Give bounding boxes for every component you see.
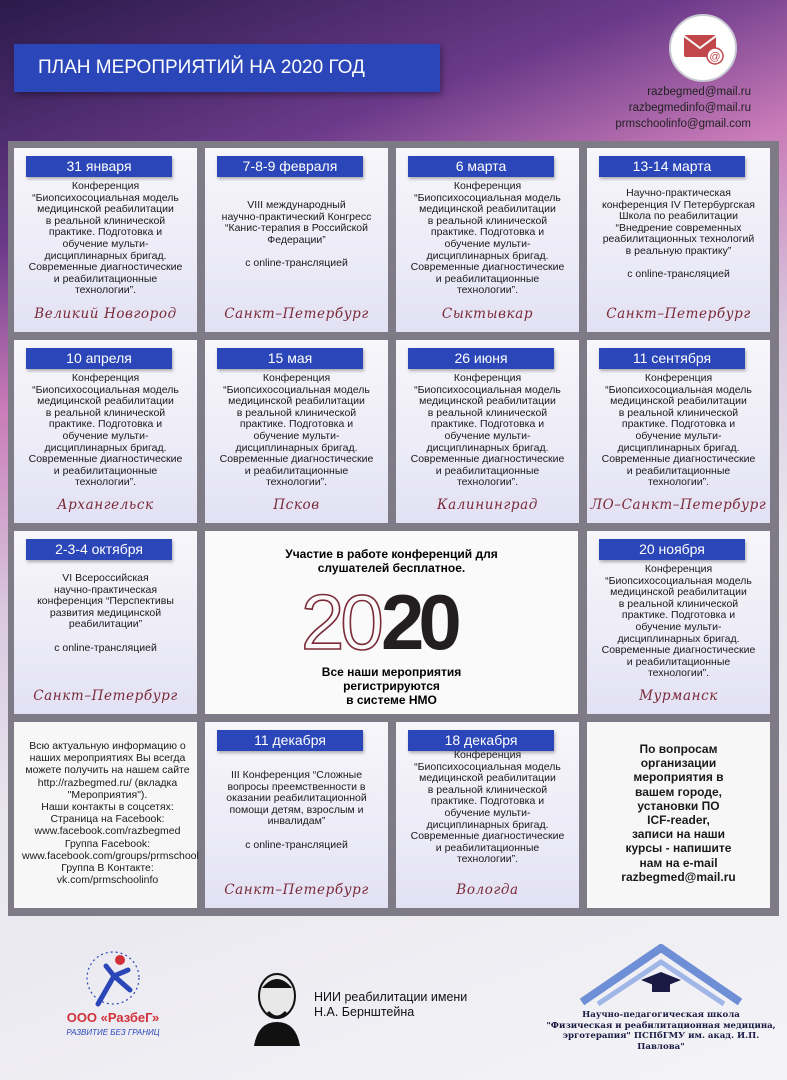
- page-title-text: ПЛАН МЕРОПРИЯТИЙ НА 2020 ГОД: [38, 57, 365, 78]
- svg-text:@: @: [709, 51, 721, 63]
- email-link[interactable]: razbegmed@mail.ru: [647, 86, 751, 98]
- event-city: Санкт–Петербург: [224, 306, 369, 322]
- event-card: [205, 722, 388, 908]
- nii-logo: [248, 966, 508, 1046]
- org-name: НИИ реабилитации имени Н.А. Бернштейна: [314, 990, 468, 1019]
- event-city: Вологда: [456, 882, 519, 898]
- event-date: 31 января: [26, 156, 172, 177]
- event-city: Санкт–Петербург: [606, 306, 751, 322]
- event-card: [587, 148, 770, 332]
- contact-card: [587, 722, 770, 908]
- event-description: Конференция “Биопсихосоциальная модель медицинской реабилитации в реальной клинической практике. Подготовка и обучение мульти- дисциплинарных бригад. Современные диагностические и реабилитационные технологии”.: [28, 180, 183, 297]
- event-date: 6 марта: [408, 156, 554, 177]
- event-city: Санкт–Петербург: [224, 882, 369, 898]
- event-description: Научно-практическая конференция IV Петербургская Школа по реабилитации “Внедрение современных реабилитационных технологий в реальную практику” с online-трансляцией: [602, 187, 755, 281]
- event-card: [14, 531, 197, 714]
- info-text: Всю актуальную информацию о наших мероприятиях Вы всегда можете получить на нашем сайте http://razbegmed.ru/ (вкладка "Мероприятия"). Наши контакты в соцсетях: Страница на Facebook: www.facebook.com/razbegmed Группа Facebook: www.facebook.com/groups/prmschool Группа В Контакте: vk.com/prmschoolinfo: [22, 740, 199, 887]
- event-date: 11 декабря: [217, 730, 363, 751]
- event-card: [396, 722, 579, 908]
- org-name: ООО «РазбеГ»: [66, 1010, 160, 1025]
- event-description: Конференция “Биопсихосоциальная модель медицинской реабилитации в реальной клинической практике. Подготовка и обучение мульти- дисциплинарных бригад. Современные диагностические и реабилитационные технологии”.: [219, 372, 374, 489]
- email-link[interactable]: prmschoolinfo@gmail.com: [615, 118, 751, 130]
- event-date: 11 сентября: [599, 348, 745, 369]
- event-city: Сыктывкар: [441, 306, 534, 322]
- event-date: 2-3-4 октября: [26, 539, 172, 560]
- event-card: [587, 340, 770, 523]
- event-city: Санкт–Петербург: [33, 688, 178, 704]
- org-name: Научно-педагогическая школа "Физическая и реабилитационная медицина, эрготерапия" ПСПбГМУ им. акад. И.П. Павлова": [546, 1010, 776, 1052]
- event-date: 13-14 марта: [599, 156, 745, 177]
- year-part-left: 20: [301, 583, 380, 661]
- event-date: 26 июня: [408, 348, 554, 369]
- event-card: [396, 340, 579, 523]
- contact-text: По вопросам организации мероприятия в вашем городе, установки ПО ICF-reader, записи на наши курсы - напишите нам на e-mail razbegmed@mail.ru: [621, 742, 736, 884]
- event-city: Великий Новгород: [34, 306, 177, 322]
- portrait-icon: [248, 966, 306, 1046]
- contact-emails: [615, 84, 751, 132]
- event-description: VI Всероссийская научно-практическая конференция “Перспективы развития медицинской реабилитации” с online-трансляцией: [37, 572, 174, 654]
- school-logo: [546, 944, 776, 1054]
- razbeg-logo: [58, 946, 168, 1046]
- runner-logo-icon: [58, 946, 168, 1010]
- event-date: 15 мая: [217, 348, 363, 369]
- event-card: [14, 148, 197, 332]
- event-date: 10 апреля: [26, 348, 172, 369]
- mail-badge: [669, 14, 737, 82]
- event-city: ЛО–Санкт–Петербург: [590, 497, 767, 513]
- event-description: Конференция “Биопсихосоциальная модель медицинской реабилитации в реальной клинической практике. Подготовка и обучение мульти- дисциплинарных бригад. Современные диагностические и реабилитационные технологии”.: [601, 563, 756, 680]
- event-card: [205, 340, 388, 523]
- event-card: [14, 340, 197, 523]
- nmo-registration-note: Все наши мероприятия регистрируются в системе НМО: [321, 665, 462, 707]
- event-city: Калининград: [437, 497, 538, 513]
- event-description: Конференция “Биопсихосоциальная модель медицинской реабилитации в реальной клинической практике. Подготовка и обучение мульти- дисциплинарных бригад. Современные диагностические и реабилитационные технологии”.: [601, 372, 756, 489]
- event-card: [396, 148, 579, 332]
- year-part-right: 20: [381, 583, 456, 661]
- event-date: 20 ноября: [599, 539, 745, 560]
- event-description: Конференция “Биопсихосоциальная модель медицинской реабилитации в реальной клинической практике. Подготовка и обучение мульти- дисциплинарных бригад. Современные диагностические и реабилитационные технологии”.: [28, 372, 183, 489]
- email-link[interactable]: razbegmedinfo@mail.ru: [628, 102, 751, 114]
- event-description: VIII международный научно-практический Конгресс “Канис-терапия в Российской Федерации” с online-трансляцией: [221, 199, 372, 269]
- year-2020-graphic: [301, 583, 491, 661]
- email-icon: [682, 31, 724, 65]
- event-card: [205, 148, 388, 332]
- event-city: Мурманск: [639, 688, 718, 704]
- event-description: Конференция “Биопсихосоциальная модель медицинской реабилитации в реальной клинической практике. Подготовка и обучение мульти- дисциплинарных бригад. Современные диагностические и реабилитационные технологии”.: [410, 749, 565, 866]
- event-description: Конференция “Биопсихосоциальная модель медицинской реабилитации в реальной клинической практике. Подготовка и обучение мульти- дисциплинарных бригад. Современные диагностические и реабилитационные технологии”.: [410, 180, 565, 297]
- center-promo: [205, 531, 578, 714]
- event-city: Архангельск: [57, 497, 154, 513]
- event-description: III Конференция “Сложные вопросы преемственности в оказании реабилитационной помощи детям, взрослым и инвалидам” с online-трансляцией: [226, 769, 367, 851]
- event-card: [587, 531, 770, 714]
- free-participation-note: Участие в работе конференций для слушателей бесплатное.: [285, 547, 498, 575]
- event-description: Конференция “Биопсихосоциальная модель медицинской реабилитации в реальной клинической практике. Подготовка и обучение мульти- дисциплинарных бригад. Современные диагностические и реабилитационные технологии”.: [410, 372, 565, 489]
- event-date: 7-8-9 февраля: [217, 156, 363, 177]
- event-date: 18 декабря: [408, 730, 554, 751]
- org-tagline: РАЗВИТИЕ БЕЗ ГРАНИЦ: [66, 1028, 160, 1037]
- page-title: [14, 44, 440, 92]
- roof-graduation-icon: [546, 944, 776, 1010]
- info-card: [14, 722, 197, 908]
- event-city: Псков: [273, 497, 320, 513]
